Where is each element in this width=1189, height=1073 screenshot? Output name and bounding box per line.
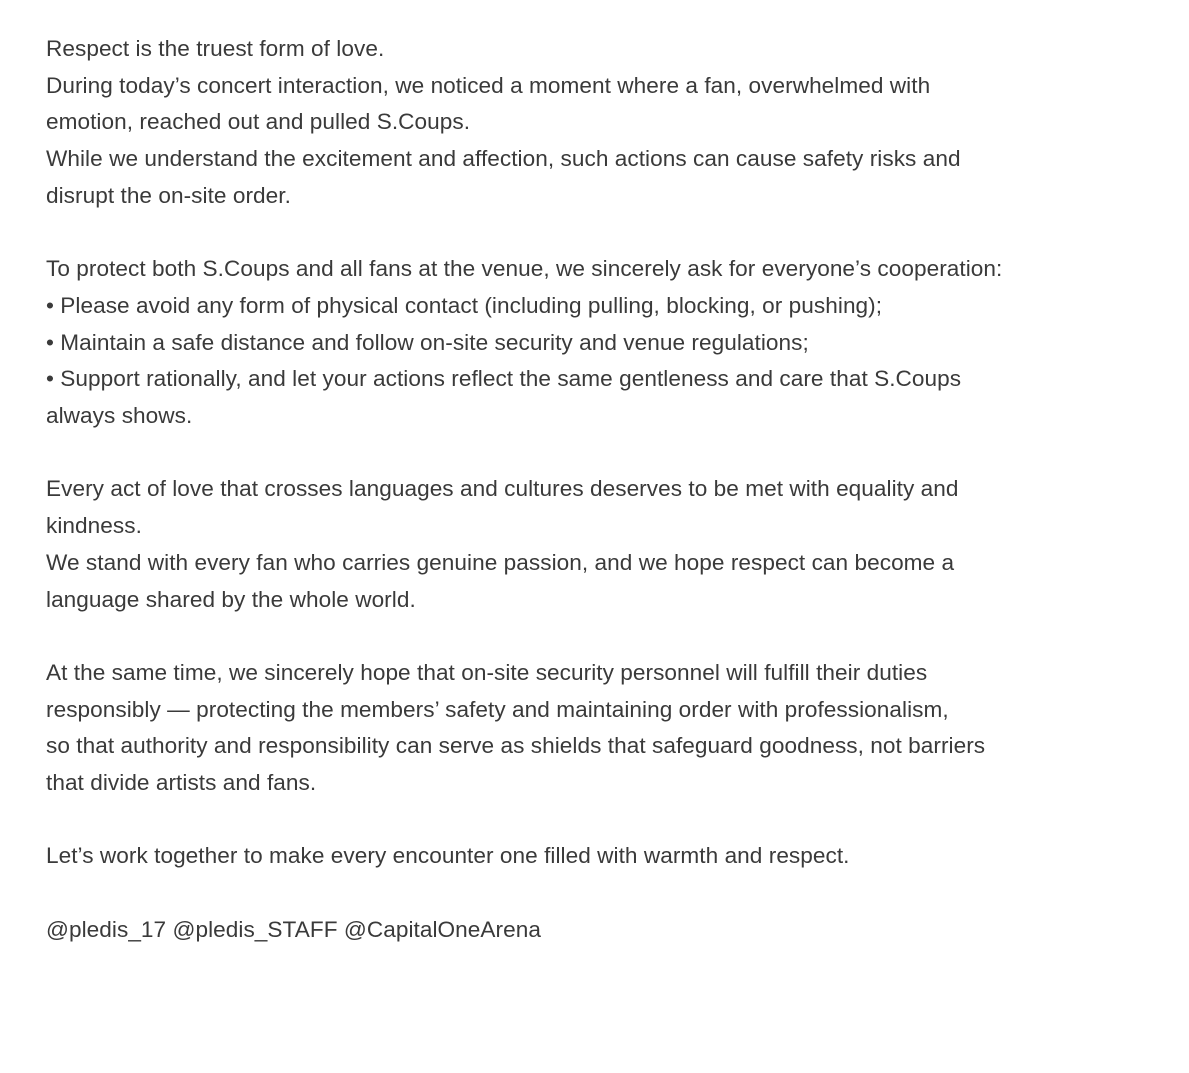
text-line: Let’s work together to make every encounter one filled with warmth and respect. bbox=[46, 843, 850, 869]
paragraph-intro bbox=[46, 31, 1166, 215]
bullet-item: • Support rationally, and let your actions reflect the same gentleness and care that S.Coups bbox=[46, 366, 962, 392]
text-line: While we understand the excitement and affection, such actions can cause safety risks and bbox=[46, 146, 961, 172]
paragraph-closing bbox=[46, 838, 1166, 875]
text-line: language shared by the whole world. bbox=[46, 586, 416, 612]
paragraph-love bbox=[46, 471, 1166, 618]
mentions-line: @pledis_17 @pledis_STAFF @CapitalOneArena bbox=[46, 916, 541, 942]
text-line: responsibly — protecting the members’ safety and maintaining order with professionalism, bbox=[46, 696, 949, 722]
paragraph-security bbox=[46, 655, 1166, 802]
statement-document bbox=[46, 31, 1166, 949]
text-line: To protect both S.Coups and all fans at the venue, we sincerely ask for everyone’s cooperation: bbox=[46, 256, 1003, 282]
paragraph-requests bbox=[46, 251, 1166, 435]
bullet-item: • Maintain a safe distance and follow on-site security and venue regulations; bbox=[46, 329, 809, 355]
text-line: We stand with every fan who carries genuine passion, and we hope respect can become a bbox=[46, 549, 955, 575]
text-line: emotion, reached out and pulled S.Coups. bbox=[46, 109, 471, 135]
text-line: so that authority and responsibility can serve as shields that safeguard goodness, not barriers bbox=[46, 733, 986, 759]
text-line: disrupt the on-site order. bbox=[46, 182, 291, 208]
text-line: During today’s concert interaction, we noticed a moment where a fan, overwhelmed with bbox=[46, 72, 931, 98]
paragraph-mentions bbox=[46, 912, 1166, 949]
text-line: always shows. bbox=[46, 403, 193, 429]
text-line: Every act of love that crosses languages and cultures deserves to be met with equality and bbox=[46, 476, 959, 502]
text-line: At the same time, we sincerely hope that on-site security personnel will fulfill their duties bbox=[46, 659, 928, 685]
bullet-item: • Please avoid any form of physical contact (including pulling, blocking, or pushing); bbox=[46, 292, 883, 318]
text-line: Respect is the truest form of love. bbox=[46, 36, 385, 61]
text-line: that divide artists and fans. bbox=[46, 770, 317, 796]
text-line: kindness. bbox=[46, 513, 142, 539]
